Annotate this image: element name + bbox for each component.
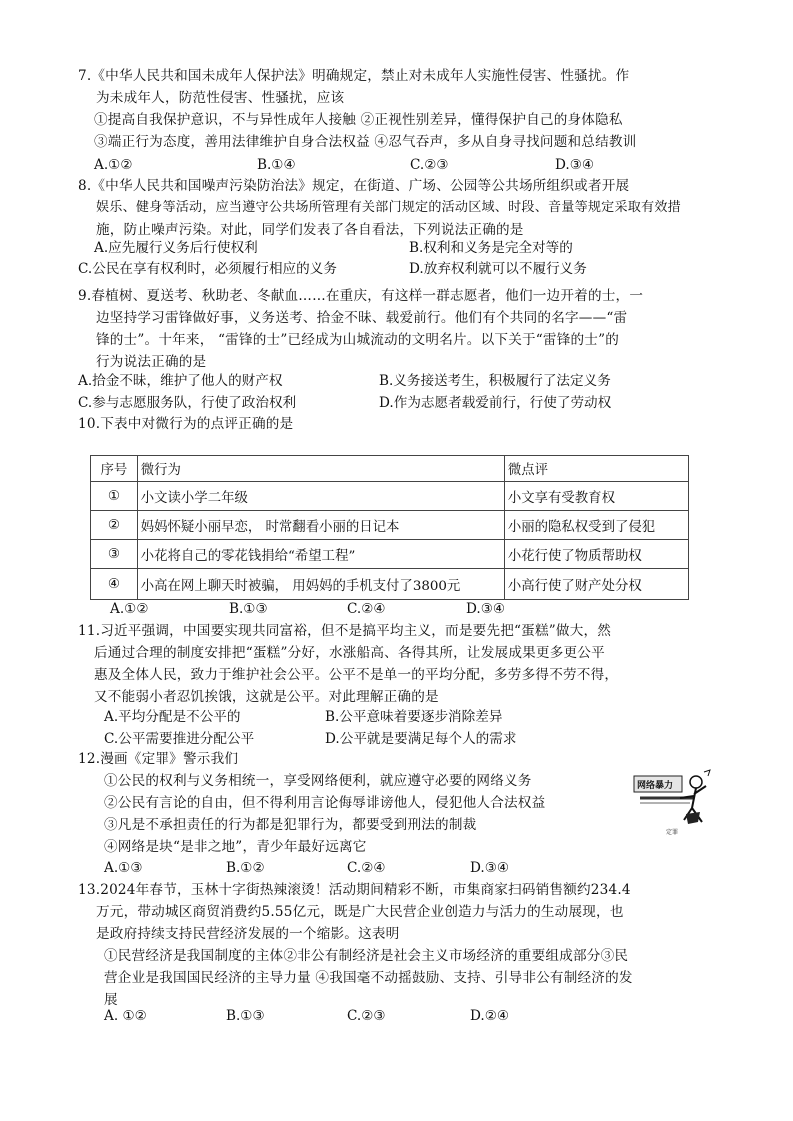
table-header-comment: 微点评 (504, 456, 688, 482)
table-cell-behavior: 小文读小学二年级 (137, 482, 504, 511)
q11-stem-line-4: 又不能弱小者忍饥挨饿，这就是公平。对此理解正确的是 (94, 689, 439, 705)
q12-statement-2: ②公民有言论的自由，但不得利用言论侮辱诽谤他人，侵犯他人合法权益 (104, 795, 546, 811)
table-row (91, 540, 689, 569)
q11-option-c[interactable]: C.公平需要推进分配公平 (104, 731, 255, 747)
q8-option-c[interactable]: C.公民在享有权利时，必须履行相应的义务 (78, 261, 337, 277)
q7-stem-line-2: 为未成年人，防范性侵害、性骚扰，应该 (96, 90, 345, 106)
q9-stem-line-4: 行为说法正确的是 (96, 354, 207, 370)
q13-statement-line-1: ①民营经济是我国制度的主体②非公有制经济是社会主义市场经济的重要组成部分③民 (104, 948, 629, 964)
q12-option-a[interactable]: A.①③ (104, 860, 143, 876)
table-cell-behavior: 小高在网上聊天时被骗， 用妈妈的手机支付了3800元 (137, 569, 504, 600)
q8-stem-line-2: 娱乐、健身等活动，应当遵守公共场所管理有关部门规定的活动区域、时段、音量等规定采取有效措 (96, 200, 681, 215)
q9-option-a[interactable]: A.拾金不昧，维护了他人的财产权 (78, 373, 283, 389)
q7-option-a[interactable]: A.①② (94, 157, 133, 173)
q13-option-c[interactable]: C.②③ (347, 1008, 386, 1024)
q11-stem-line-3: 惠及全体人民，致力于维护社会公平。公平不是单一的平均分配，多劳多得不劳不得， (94, 667, 619, 683)
q9-option-b[interactable]: B.义务接送考生，积极履行了法定义务 (379, 373, 611, 389)
q13-stem-line-1: 13.2024年春节，玉林十字街热辣滚烫！活动期间精彩不断，市集商家扫码销售额约234.4 (78, 882, 631, 898)
q13-stem-line-2: 万元，带动城区商贸消费约5.55亿元，既是广大民营企业创造力与活力的生动展现，也 (96, 904, 624, 920)
q13-option-b[interactable]: B.①③ (226, 1008, 265, 1024)
comic-illustration (632, 768, 712, 838)
table-row (91, 482, 689, 511)
table-cell-comment: 小文享有受教育权 (504, 482, 688, 511)
q7-option-b[interactable]: B.①④ (257, 157, 296, 173)
table-header-behavior: 微行为 (137, 456, 504, 482)
table-cell-index: ③ (91, 540, 138, 569)
q9-stem-line-2: 边坚持学习雷锋做好事，义务送考、拾金不昧、载爱前行。他们有个共同的名字——“雷 (96, 310, 628, 326)
table-header-row (91, 456, 689, 482)
q7-statement-line-1: ①提高自我保护意识，不与异性成年人接触 ②正视性别差异，懂得保护自己的身体隐私 (94, 112, 623, 128)
q11-stem-line-2: 后通过合理的制度安排把“蛋糕”分好，水涨船高、各得其所，让发展成果更多更公平 (94, 645, 605, 661)
q10-stem: 10.下表中对微行为的点评正确的是 (78, 416, 294, 432)
q8-stem-line-3: 施，防止噪声污染。对此，同学们发表了各自看法，下列说法正确的是 (96, 222, 524, 238)
q12-statement-3: ③凡是不承担责任的行为都是犯罪行为，都要受到刑法的制裁 (104, 817, 477, 833)
q13-statement-line-3: 展 (104, 992, 118, 1008)
q8-option-a[interactable]: A.应先履行义务后行使权利 (94, 240, 258, 256)
q7-statement-line-2: ③端正行为态度，善用法律维护自身合法权益 ④忍气吞声，多从自身寻找问题和总结教训 (94, 134, 637, 150)
q11-stem-line-1: 11.习近平强调，中国要实现共同富裕，但不是搞平均主义，而是要先把“蛋糕”做大，然 (78, 623, 612, 639)
table-cell-behavior: 妈妈怀疑小丽早恋， 时常翻看小丽的日记本 (137, 511, 504, 540)
q13-statement-line-2: 营企业是我国国民经济的主导力量 ④我国毫不动摇鼓励、支持、引导非公有制经济的发 (104, 970, 633, 986)
q10-option-b[interactable]: B.①③ (229, 601, 268, 617)
table-cell-comment: 小高行使了财产处分权 (504, 569, 688, 600)
q7-option-c[interactable]: C.②③ (410, 157, 449, 173)
table-cell-index: ④ (91, 569, 138, 600)
q12-statement-1: ①公民的权利与义务相统一，享受网络便利，就应遵守必要的网络义务 (104, 773, 532, 789)
q13-option-a[interactable]: A. ①② (104, 1008, 147, 1024)
q11-option-d[interactable]: D.公平就是要满足每个人的需求 (325, 731, 517, 747)
q10-option-a[interactable]: A.①② (110, 601, 149, 617)
q9-stem-line-3: 锋的士”。十年来， “雷锋的士”已经成为山城流动的文明名片。以下关于“雷锋的士”的 (96, 332, 620, 348)
q12-stem: 12.漫画《定罪》警示我们 (78, 751, 239, 767)
q9-option-d[interactable]: D.作为志愿者载爱前行，行使了劳动权 (379, 395, 612, 411)
q10-option-c[interactable]: C.②④ (347, 601, 386, 617)
q8-option-d[interactable]: D.放弃权利就可以不履行义务 (409, 261, 587, 277)
q8-stem-line-1: 8.《中华人民共和国噪声污染防治法》规定，在街道、广场、公园等公共场所组织或者开展 (78, 178, 630, 194)
q9-stem-line-1: 9.春植树、夏送考、秋助老、冬献血……在重庆，有这样一群志愿者，他们一边开着的士，一 (78, 288, 644, 304)
table-row (91, 511, 689, 540)
q10-option-d[interactable]: D.③④ (466, 601, 506, 617)
q8-option-b[interactable]: B.权利和义务是完全对等的 (409, 240, 573, 256)
table-cell-comment: 小花行使了物质帮助权 (504, 540, 688, 569)
svg-text:网络暴力: 网络暴力 (637, 781, 674, 791)
q12-option-b[interactable]: B.①② (226, 860, 265, 876)
q10-table (90, 455, 689, 600)
table-header-index: 序号 (91, 456, 138, 482)
q11-option-a[interactable]: A.平均分配是不公平的 (104, 709, 241, 725)
q13-option-d[interactable]: D.②④ (470, 1008, 510, 1024)
table-cell-index: ① (91, 482, 138, 511)
q11-option-b[interactable]: B.公平意味着要逐步消除差异 (325, 709, 503, 725)
table-cell-index: ② (91, 511, 138, 540)
q12-option-d[interactable]: D.③④ (470, 860, 510, 876)
q7-stem-line-1: 7.《中华人民共和国未成年人保护法》明确规定，禁止对未成年人实施性侵害、性骚扰。作 (78, 68, 630, 84)
q12-option-c[interactable]: C.②④ (347, 860, 386, 876)
table-cell-behavior: 小花将自己的零花钱捐给“希望工程” (137, 540, 504, 569)
q12-statement-4: ④网络是块“是非之地”，青少年最好远离它 (104, 839, 367, 855)
q13-stem-line-3: 是政府持续支持民营经济发展的一个缩影。这表明 (96, 926, 400, 942)
q7-option-d[interactable]: D.③④ (555, 157, 595, 173)
table-cell-comment: 小丽的隐私权受到了侵犯 (504, 511, 688, 540)
comic-caption: 定罪 (666, 829, 679, 836)
q9-option-c[interactable]: C.参与志愿服务队，行使了政治权利 (78, 395, 297, 411)
table-row (91, 569, 689, 600)
